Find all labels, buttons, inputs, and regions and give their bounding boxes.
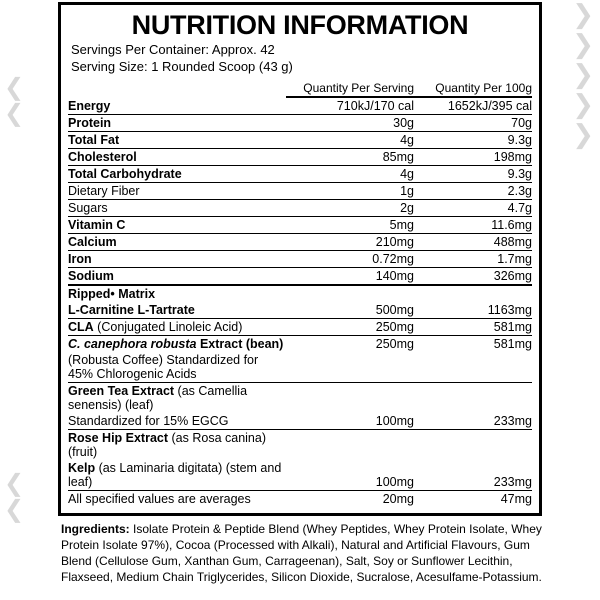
ingredient-per-100g: 581mg — [414, 319, 532, 336]
nutrient-per-100g: 1652kJ/395 cal — [414, 97, 532, 115]
nutrient-per-serving: 85mg — [286, 149, 414, 166]
ingredient-name-rest: (as Rosa canina) (fruit) — [68, 431, 266, 460]
table-row — [68, 383, 532, 414]
nutrient-per-serving: 140mg — [286, 268, 414, 286]
nutrient-per-100g: 70g — [414, 115, 532, 132]
nutrient-name: Total Fat — [68, 132, 286, 149]
ingredient-per-100g: 1163mg — [414, 302, 532, 319]
chevron-up-icon: ❮ — [4, 73, 25, 101]
ingredient-per-serving: 250mg — [286, 319, 414, 336]
ingredient-name-rest: (as Camellia senensis) (leaf) — [68, 384, 248, 413]
ingredient-per-100g — [414, 430, 532, 461]
ingredient-per-100g: 233mg — [414, 413, 532, 430]
chevron-icon: ❯ — [572, 30, 594, 60]
nutrient-name: Vitamin C — [68, 217, 286, 234]
ingredient-per-serving — [286, 352, 414, 383]
table-row — [68, 268, 532, 286]
chevron-icon: ❯ — [572, 120, 594, 150]
column-header-per-serving: Quantity Per Serving — [286, 80, 414, 97]
nutrient-per-serving: 710kJ/170 cal — [286, 97, 414, 115]
nutrient-name: Protein — [68, 115, 286, 132]
table-row — [68, 251, 532, 268]
ingredient-name-bold: Rose Hip Extract — [68, 431, 169, 446]
ingredient-per-100g — [414, 352, 532, 383]
table-row — [68, 200, 532, 217]
nutrient-name: Dietary Fiber — [68, 183, 286, 200]
table-row — [68, 183, 532, 200]
averages-note: All specified values are averages — [68, 492, 251, 507]
nutrient-per-100g: 9.3g — [414, 166, 532, 183]
ingredient-name — [68, 460, 286, 491]
ingredient-per-serving: 20mg — [382, 492, 414, 507]
ingredient-name — [68, 383, 286, 414]
ingredient-name — [68, 319, 286, 336]
nutrient-per-serving: 0.72mg — [286, 251, 414, 268]
ingredient-per-100g: 233mg — [414, 460, 532, 491]
matrix-heading: Ripped• Matrix — [68, 287, 156, 302]
chevron-icon: ❯ — [572, 0, 594, 30]
nutrient-name: Calcium — [68, 234, 286, 251]
nutrient-per-100g: 488mg — [414, 234, 532, 251]
table-row — [68, 491, 532, 508]
nutrient-per-100g: 1.7mg — [414, 251, 532, 268]
ingredient-per-100g — [414, 383, 532, 414]
ingredient-name-rest: (Conjugated Linoleic Acid) — [93, 320, 243, 335]
nutrient-name: Cholesterol — [68, 149, 286, 166]
nutrient-per-serving: 4g — [286, 132, 414, 149]
ingredients-text: Isolate Protein & Peptide Blend (Whey Peptides, Whey Protein Isolate, Whey Protein Isolate 97%), Cocoa (Processed with Alkali), Natural and Artificial Flavours, Gum Blend (Cellulose Gum, Xanthan Gum, Carrageenan), Salt, Soy or Sunflower Lecithin, Flaxseed, Medium Chain Triglycerides, Silicon Dioxide, Sucralose, Acesulfame-Potassium. — [61, 522, 542, 584]
ingredient-per-100g: 47mg — [500, 492, 532, 507]
ingredient-name-rest: Extract (bean) — [196, 337, 284, 352]
ingredient-per-serving — [286, 430, 414, 461]
table-row — [68, 115, 532, 132]
decorative-chevrons-left-top — [4, 74, 24, 126]
table-row — [68, 413, 532, 430]
table-row — [68, 460, 532, 491]
nutrient-per-100g: 9.3g — [414, 132, 532, 149]
nutrient-per-serving: 4g — [286, 166, 414, 183]
nutrient-name: Sodium — [68, 268, 286, 286]
decorative-chevrons-right — [572, 0, 594, 150]
ingredient-per-serving: 100mg — [286, 460, 414, 491]
nutrient-per-100g: 2.3g — [414, 183, 532, 200]
matrix-heading-row — [68, 285, 532, 302]
table-row — [68, 352, 532, 383]
ingredient-note: (Robusta Coffee) Standardized for 45% Chlorogenic Acids — [68, 352, 286, 383]
nutrient-per-100g: 326mg — [414, 268, 532, 286]
table-header-row — [68, 80, 532, 97]
ingredient-name-bold: Green Tea Extract — [68, 384, 175, 399]
ingredient-note: Standardized for 15% EGCG — [68, 413, 286, 430]
nutrient-per-100g: 4.7g — [414, 200, 532, 217]
serving-size: Serving Size: 1 Rounded Scoop (43 g) — [71, 59, 293, 75]
table-row — [68, 166, 532, 183]
ingredient-name: L-Carnitine L-Tartrate — [68, 302, 286, 319]
table-row — [68, 217, 532, 234]
page-title: NUTRITION INFORMATION — [131, 10, 469, 40]
chevron-icon: ❯ — [572, 90, 594, 120]
ingredient-per-serving — [286, 383, 414, 414]
column-header-nutrient — [68, 80, 286, 97]
table-row — [68, 336, 532, 353]
nutrient-per-100g: 198mg — [414, 149, 532, 166]
nutrient-name: Iron — [68, 251, 286, 268]
table-row — [68, 132, 532, 149]
nutrition-panel — [58, 2, 542, 516]
nutrient-per-serving: 210mg — [286, 234, 414, 251]
ingredient-per-serving: 100mg — [286, 413, 414, 430]
nutrition-table — [68, 80, 532, 507]
chevron-icon: ❯ — [572, 60, 594, 90]
nutrient-per-100g: 11.6mg — [414, 217, 532, 234]
servings-per-container: Servings Per Container: Approx. 42 — [71, 42, 275, 58]
ingredients-label: Ingredients: — [61, 522, 130, 536]
ingredient-per-serving: 250mg — [375, 337, 414, 352]
table-row — [68, 430, 532, 461]
ingredients-section — [58, 522, 547, 586]
ingredient-name-bold: CLA — [68, 320, 94, 335]
ingredient-name — [68, 430, 286, 461]
table-row — [68, 319, 532, 336]
table-row — [68, 97, 532, 115]
nutrient-per-serving: 1g — [286, 183, 414, 200]
table-row — [68, 234, 532, 251]
nutrient-per-serving: 5mg — [286, 217, 414, 234]
nutrient-per-serving: 2g — [286, 200, 414, 217]
table-row — [68, 302, 532, 319]
ingredient-per-100g: 581mg — [493, 337, 532, 352]
nutrient-per-serving: 30g — [286, 115, 414, 132]
chevron-up-icon: ❮ — [4, 495, 25, 523]
ingredient-name-italic: C. canephora robusta — [68, 337, 197, 352]
ingredient-name-bold: Kelp — [68, 461, 96, 476]
column-header-per-100g: Quantity Per 100g — [414, 80, 532, 97]
table-row — [68, 149, 532, 166]
chevron-up-icon: ❮ — [4, 469, 25, 497]
nutrient-name: Total Carbohydrate — [68, 166, 286, 183]
nutrient-name: Sugars — [68, 200, 286, 217]
decorative-chevrons-left-bottom — [4, 470, 24, 522]
ingredient-per-serving: 500mg — [286, 302, 414, 319]
nutrient-name: Energy — [68, 97, 286, 115]
ingredient-name-rest: (as Laminaria digitata) (stem and leaf) — [68, 461, 282, 490]
ingredient-name — [68, 336, 286, 353]
chevron-up-icon: ❮ — [4, 99, 25, 127]
